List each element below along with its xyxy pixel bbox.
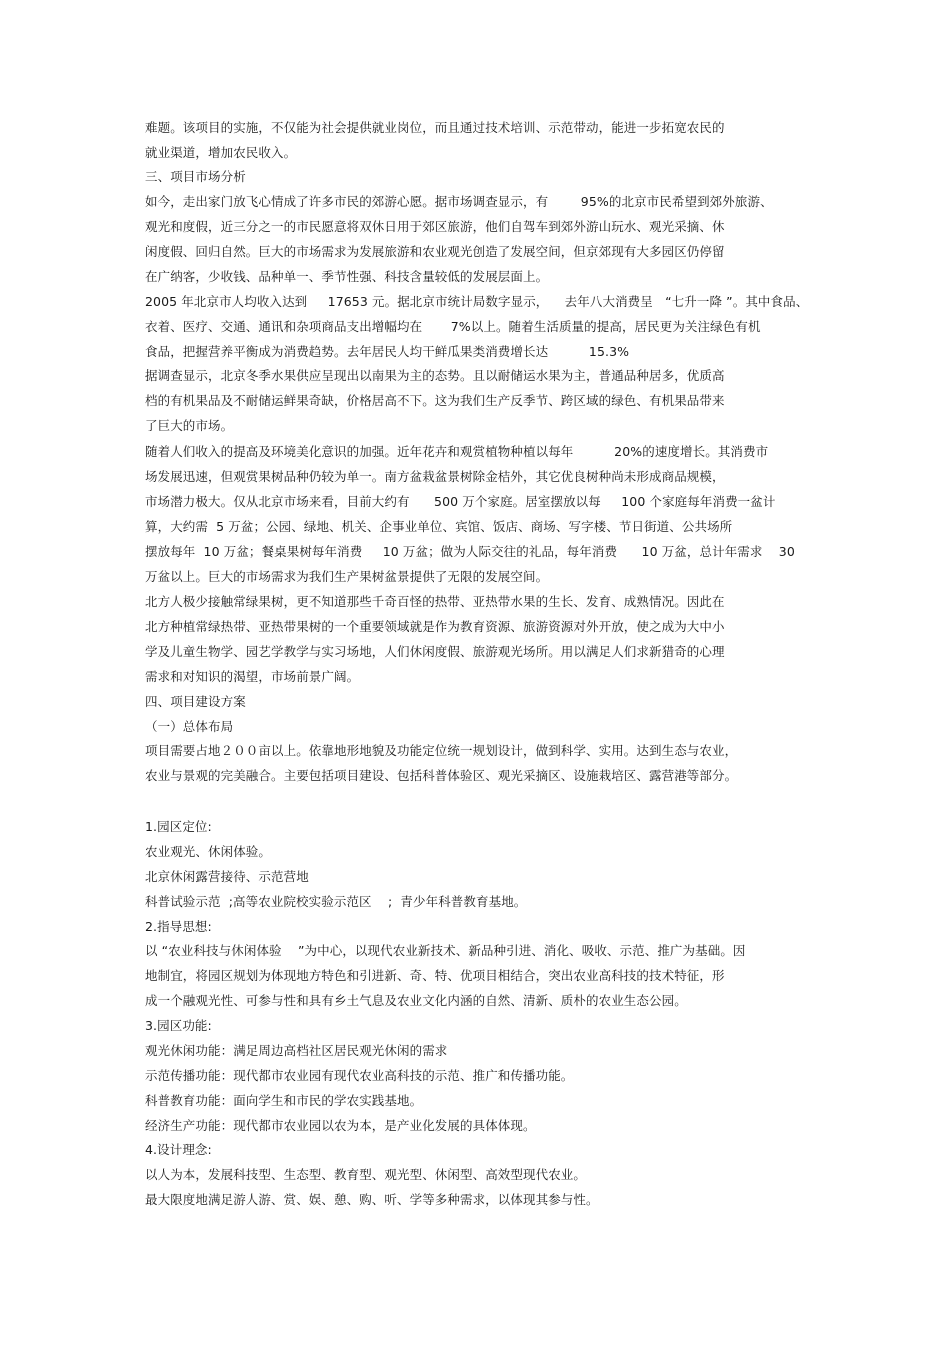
text-line: 万盆以上。巨大的市场需求为我们生产果树盆景提供了无限的发展空间。	[145, 569, 549, 584]
text-line: 农业观光、休闲体验。	[145, 844, 272, 859]
text-line: 市场潜力极大。仅从北京市场来看，目前大约有 500 万个家庭。居室摆放以每 100 个家庭每年消费一盆计	[145, 494, 776, 509]
text-line: 衣着、医疗、交通、通讯和杂项商品支出增幅均在 7%以上。随着生活质量的提高，居民更为关注绿色有机	[145, 319, 761, 334]
text-line: 随着人们收入的提高及环境美化意识的加强。近年花卉和观赏植物种植以每年 20%的速度增长。其消费市	[145, 444, 769, 459]
text-line: 摆放每年 10 万盆；餐桌果树每年消费 10 万盆；做为人际交往的礼品，每年消费 10 万盆，总计年需求 30	[145, 544, 795, 559]
text-line: 在广纳客，少收钱、品种单一、季节性强、科技含量较低的发展层面上。	[145, 269, 549, 284]
item-heading: 3.园区功能:	[145, 1018, 212, 1033]
text-line: 农业与景观的完美融合。主要包括项目建设、包括科普体验区、观光采摘区、设施栽培区、露营港等部分。	[145, 768, 738, 783]
text-line: 北京休闲露营接待、示范营地	[145, 869, 309, 884]
text-line: 北方人极少接触常绿果树，更不知道那些千奇百怪的热带、亚热带水果的生长、发育、成熟情况。因此在	[145, 594, 725, 609]
text-line: 就业渠道，增加农民收入。	[145, 145, 297, 160]
text-line: 难题。该项目的实施，不仅能为社会提供就业岗位，而且通过技术培训、示范带动，能进一步拓宽农民的	[145, 120, 725, 135]
text-line: 最大限度地满足游人游、赏、娱、憩、购、听、学等多种需求，以体现其参与性。	[145, 1192, 599, 1207]
text-line: 地制宜，将园区规划为体现地方特色和引进新、奇、特、优项目相结合，突出农业高科技的技术特征，形	[145, 968, 725, 983]
item-heading: 1.园区定位:	[145, 819, 212, 834]
text-line: 据调查显示，北京冬季水果供应呈现出以南果为主的态势。且以耐储运水果为主，普通品种居多，优质高	[145, 368, 725, 383]
text-line: 闲度假、回归自然。巨大的市场需求为发展旅游和农业观光创造了发展空间，但京郊现有大多园区仍停留	[145, 244, 725, 259]
item-heading: 4.设计理念:	[145, 1142, 212, 1157]
text-line: 档的有机果品及不耐储运鲜果奇缺，价格居高不下。这为我们生产反季节、跨区域的绿色、有机果品带来	[145, 393, 725, 408]
text-line: 学及儿童生物学、园艺学教学与实习场地，人们休闲度假、旅游观光场所。用以满足人们求新猎奇的心理	[145, 644, 725, 659]
text-line: 场发展迅速，但观赏果树品种仍较为单一。南方盆栽盆景树除金桔外，其它优良树种尚未形成商品规模，	[145, 469, 725, 484]
text-line: 以 “农业科技与休闲体验 ”为中心，以现代农业新技术、新品种引进、消化、吸收、示范、推广为基础。因	[145, 943, 746, 958]
text-line: 项目需要占地２００亩以上。依靠地形地貌及功能定位统一规划设计，做到科学、实用。达到生态与农业，	[145, 743, 738, 758]
text-line: 成一个融观光性、可参与性和具有乡土气息及农业文化内涵的自然、清新、质朴的农业生态公园。	[145, 993, 687, 1008]
text-line: 观光和度假，近三分之一的市民愿意将双休日用于郊区旅游，他们自驾车到郊外游山玩水、观光采摘、休	[145, 219, 725, 234]
text-line: 经济生产功能：现代都市农业园以农为本，是产业化发展的具体体现。	[145, 1118, 536, 1133]
text-line: 食品，把握营养平衡成为消费趋势。去年居民人均干鲜瓜果类消费增长达 15.3%	[145, 344, 630, 359]
section-heading: 四、项目建设方案	[145, 694, 246, 709]
text-line: 了巨大的市场。	[145, 418, 234, 433]
text-line: 需求和对知识的渴望，市场前景广阔。	[145, 669, 360, 684]
text-line: 2005 年北京市人均收入达到 17653 元。据北京市统计局数字显示， 去年八大消费呈 “七升一降 ”。其中食品、	[145, 294, 809, 309]
text-line: 北方种植常绿热带、亚热带果树的一个重要领域就是作为教育资源、旅游资源对外开放，使之成为大中小	[145, 619, 725, 634]
text-line: 以人为本，发展科技型、生态型、教育型、观光型、休闲型、高效型现代农业。	[145, 1167, 587, 1182]
text-line: 观光休闲功能：满足周边高档社区居民观光休闲的需求	[145, 1043, 448, 1058]
text-line: 科普试验示范 ;高等农业院校实验示范区 ; 青少年科普教育基地。	[145, 894, 527, 909]
text-line: 算，大约需 5 万盆；公园、绿地、机关、企事业单位、宾馆、饭店、商场、写字楼、节日街道、公共场所	[145, 519, 733, 534]
text-line: 科普教育功能：面向学生和市民的学农实践基地。	[145, 1093, 423, 1108]
item-heading: 2.指导思想:	[145, 919, 212, 934]
section-heading: 三、项目市场分析	[145, 169, 246, 184]
text-line: 示范传播功能：现代都市农业园有现代农业高科技的示范、推广和传播功能。	[145, 1068, 574, 1083]
text-line: 如今，走出家门放飞心情成了许多市民的郊游心愿。据市场调查显示，有 95%的北京市民希望到郊外旅游、	[145, 194, 773, 209]
subsection-heading: （一）总体布局	[145, 719, 234, 734]
